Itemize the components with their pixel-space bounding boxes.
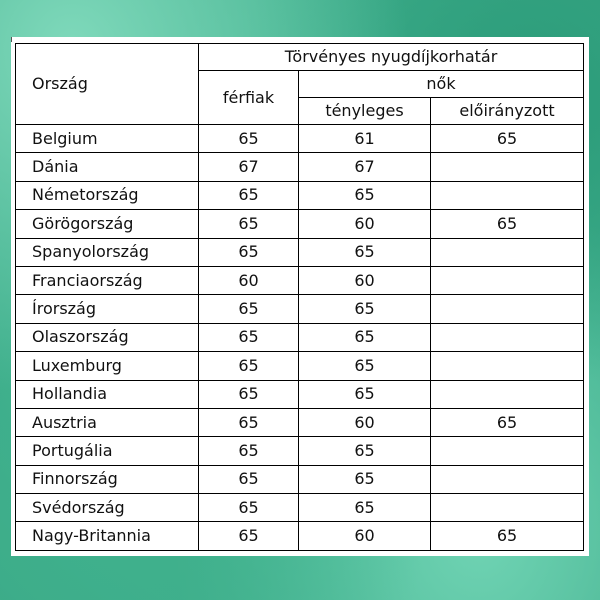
- cell-country: Belgium: [16, 125, 199, 153]
- cell-country: Nagy-Britannia: [16, 522, 199, 550]
- cell-planned: [431, 352, 584, 380]
- cell-country: Dánia: [16, 153, 199, 181]
- cell-country: Finnország: [16, 465, 199, 493]
- cell-planned: [431, 494, 584, 522]
- cell-men: 65: [199, 380, 299, 408]
- cell-men: 60: [199, 266, 299, 294]
- cell-country: Luxemburg: [16, 352, 199, 380]
- cell-country: Írország: [16, 295, 199, 323]
- cell-planned: 65: [431, 125, 584, 153]
- cell-actual: 65: [299, 352, 431, 380]
- table-row: [16, 295, 584, 323]
- cell-planned: [431, 465, 584, 493]
- cell-men: 65: [199, 465, 299, 493]
- cell-men: 65: [199, 295, 299, 323]
- table-row: [16, 465, 584, 493]
- table-row: [16, 210, 584, 238]
- cell-planned: [431, 266, 584, 294]
- cell-men: 65: [199, 323, 299, 351]
- cell-planned: [431, 380, 584, 408]
- header-planned: előirányzott: [431, 98, 584, 125]
- table-row: [16, 153, 584, 181]
- cell-men: 65: [199, 210, 299, 238]
- cell-men: 65: [199, 238, 299, 266]
- cell-country: Németország: [16, 181, 199, 209]
- cell-country: Spanyolország: [16, 238, 199, 266]
- table-row: [16, 352, 584, 380]
- pension-age-table: [15, 43, 584, 551]
- cell-actual: 60: [299, 210, 431, 238]
- cell-actual: 65: [299, 238, 431, 266]
- cell-planned: 65: [431, 210, 584, 238]
- table-row: [16, 266, 584, 294]
- cell-country: Franciaország: [16, 266, 199, 294]
- cell-actual: 67: [299, 153, 431, 181]
- cell-men: 67: [199, 153, 299, 181]
- cell-planned: [431, 153, 584, 181]
- cell-planned: [431, 437, 584, 465]
- cell-actual: 65: [299, 295, 431, 323]
- cell-actual: 61: [299, 125, 431, 153]
- cell-men: 65: [199, 437, 299, 465]
- cell-country: Ausztria: [16, 408, 199, 436]
- cell-men: 65: [199, 352, 299, 380]
- cell-men: 65: [199, 494, 299, 522]
- cell-country: Portugália: [16, 437, 199, 465]
- cell-country: Hollandia: [16, 380, 199, 408]
- cell-men: 65: [199, 125, 299, 153]
- header-country: Ország: [16, 44, 199, 125]
- cell-country: Svédország: [16, 494, 199, 522]
- cell-actual: 65: [299, 323, 431, 351]
- cell-country: Görögország: [16, 210, 199, 238]
- cell-actual: 65: [299, 181, 431, 209]
- table-row: [16, 125, 584, 153]
- header-women: nők: [299, 71, 584, 98]
- header-group-title: Törvényes nyugdíjkorhatár: [199, 44, 584, 71]
- cell-men: 65: [199, 181, 299, 209]
- table-row: [16, 408, 584, 436]
- cell-planned: [431, 181, 584, 209]
- cell-actual: 65: [299, 465, 431, 493]
- cell-men: 65: [199, 522, 299, 550]
- cell-actual: 65: [299, 437, 431, 465]
- cell-country: Olaszország: [16, 323, 199, 351]
- cell-planned: [431, 323, 584, 351]
- cell-actual: 65: [299, 494, 431, 522]
- cell-planned: [431, 238, 584, 266]
- cell-actual: 60: [299, 408, 431, 436]
- cell-men: 65: [199, 408, 299, 436]
- cell-planned: 65: [431, 522, 584, 550]
- cell-planned: [431, 295, 584, 323]
- header-men: férfiak: [199, 71, 299, 125]
- header-actual: tényleges: [299, 98, 431, 125]
- cell-actual: 65: [299, 380, 431, 408]
- cell-actual: 60: [299, 266, 431, 294]
- table-row: [16, 522, 584, 550]
- table-row: [16, 238, 584, 266]
- table-card: [11, 37, 589, 556]
- cell-planned: 65: [431, 408, 584, 436]
- cell-actual: 60: [299, 522, 431, 550]
- table-row: [16, 494, 584, 522]
- table-row: [16, 437, 584, 465]
- corner-mark: [11, 37, 12, 42]
- table-row: [16, 380, 584, 408]
- table-row: [16, 181, 584, 209]
- table-row: [16, 323, 584, 351]
